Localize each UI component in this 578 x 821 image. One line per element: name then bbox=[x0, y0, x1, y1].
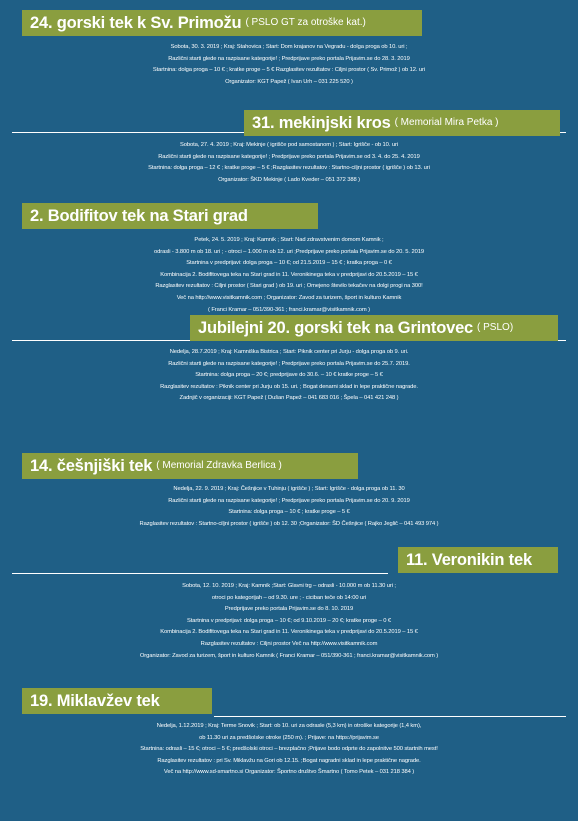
event-5-title: 14. češnjiški tek bbox=[30, 456, 153, 475]
event-1-line: Sobota, 30. 3. 2019 ; Kraj: Stahovica ; Start: Dom krajanov na Vegradu - dolga proga ob 10. uri ; bbox=[170, 44, 408, 50]
event-5-subtitle: ( Memorial Zdravka Berlica ) bbox=[156, 460, 282, 471]
event-4-title: Jubilejni 20. gorski tek na Grintovec bbox=[198, 318, 474, 337]
event-2-line: Sobota, 27. 4. 2019 ; Kraj: Mekinje ( igrišče pod samostanom ) ; Start: Igrišče - ob 10. uri bbox=[180, 142, 398, 148]
event-3-line: Več na http://www.visitkamnik.com ; Organizator: Zavod za turizem, šport in kulturo Kamnik bbox=[176, 294, 402, 301]
event-1-subtitle: ( PSLO GT za otroške kat.) bbox=[245, 17, 366, 28]
event-3-line: Razglasitev rezultatov : Ciljni prostor ( Stari grad ) ob 19. uri ; Omejeno število tekačev na dolgi progi na 300! bbox=[155, 283, 423, 290]
event-1-line: Startnina: dolga proga – 10 € ; kratke proge – 5 € Razglasitev rezultatov : Ciljni prostor ( Sv. Primož ) ob 12. uri bbox=[152, 67, 426, 74]
event-6-line: Sobota, 12. 10. 2019 ; Kraj: Kamnik ;Start: Glavni trg – odrasli - 10.000 m ob 11.30 uri ; bbox=[182, 583, 396, 589]
event-5-banner bbox=[22, 453, 358, 479]
event-7-line: Več na http://www.sd-smartno.si Organizator: Športno društvo Šmartno ( Tomo Petek – 031 218 384 ) bbox=[163, 769, 415, 776]
event-1-title: 24. gorski tek k Sv. Primožu bbox=[30, 13, 242, 32]
event-4-line: Nedelja, 28.7.2019 ; Kraj: Kamniška Bistrica ; Start: Piknik center pri Jurju - dolga proga ob 9. uri. bbox=[169, 349, 409, 355]
event-4-details bbox=[0, 347, 578, 405]
event-2-banner bbox=[244, 110, 560, 136]
event-2-line: Startnina: dolga proga – 12 € ; kratke proge – 5 € ;Razglasitev rezultatov : Startno-ciljni prostor ( igrišče ) ob 13. uri bbox=[148, 165, 430, 172]
event-3-banner bbox=[22, 203, 318, 229]
event-1-line: Različni starti glede na razpisane kategorije! ; Predprijave preko portala Prijavim.se do 28. 3. 2019 bbox=[168, 55, 410, 62]
event-7-line: Nedelja, 1.12.2019 ; Kraj: Terme Snovik ; Start: ob 10. uri za odrasle (5,3 km) in otroške kategorije (1,4 km), bbox=[156, 723, 422, 729]
event-3-line: Kombinacija 2. Bodifitovega teka na Stari grad in 11. Veronikinega teka v predprijavi do 20.5.2019 – 15 € bbox=[160, 271, 418, 278]
event-2-details bbox=[0, 140, 578, 186]
event-5-line: Nedelja, 22. 9. 2019 ; Kraj: Češnjice v Tuhinju ( igrišče ) ; Start: Igrišče - dolga proga ob 11. 30 bbox=[173, 486, 405, 492]
event-1-details bbox=[0, 42, 578, 88]
event-7-line: Razglasitev rezultatov : pri Sv. Miklavžu na Gori ob 12.15. ;Bogat nagradni sklad in lepe praktične nagrade. bbox=[157, 757, 421, 764]
event-3-line: Petek, 24. 5. 2019 ; Kraj: Kamnik ; Start: Nad zdravstvenim domom Kamnik ; bbox=[194, 237, 384, 243]
event-4-line: Zadnjič v organizaciji: KGT Papež ( Dušan Papež – 041 683 016 ; Špela – 041 421 248 ) bbox=[179, 395, 399, 402]
event-3-details bbox=[0, 235, 578, 316]
event-4-subtitle: ( PSLO) bbox=[477, 322, 514, 333]
event-6-line: Organizator: Zavod za turizem, šport in kulturo Kamnik ( Franci Kramar – 051/390-361 ; franci.kramar@visitkamnik.com ) bbox=[139, 652, 439, 659]
event-5-line: Razglasitev rezultatov : Startno-ciljni prostor ( igrišče ) ob 12. 30 ;Organizator: ŠD Češnjice ( Rajko Jeglič – 041 493 974 ) bbox=[139, 520, 439, 527]
event-1-banner bbox=[22, 10, 422, 36]
divider bbox=[12, 573, 388, 574]
event-3-line: Startnina v predprijavi: dolga proga – 10 €; od 21.5.2019 – 15 € ; kratka proga – 0 € bbox=[186, 260, 392, 267]
event-6-line: Razglasitev rezultatov : Ciljni prostor Več na http://www.visitkamnik.com bbox=[200, 640, 378, 647]
event-6-line: Startnina v predprijavi: dolga proga – 10 €; od 9.10.2019 – 20 €; kratke proge – 0 € bbox=[187, 617, 391, 624]
event-4-line: Razglasitev rezultatov : Piknik center pri Jurju ob 15. uri. ; Bogat denarni sklad in lepe praktične nagrade. bbox=[160, 383, 418, 390]
event-7-banner bbox=[22, 688, 212, 714]
event-6-line: otroci po kategorijah – od 9.30. ure ; - ciciban teče ob 14:00 uri bbox=[211, 594, 367, 601]
event-5-line: Startnina: dolga proga – 10 € ; kratke proge – 5 € bbox=[228, 509, 350, 516]
event-6-details bbox=[0, 581, 578, 662]
event-1-line: Organizator: KGT Papež ( Ivan Urh – 031 225 520 ) bbox=[225, 78, 353, 85]
event-7-line: Startnina: odrasli – 15 €; otroci – 5 €; predšolski otroci – brezplačno ;Prijave bodo odprte do zapolnitve 500 startnih mest! bbox=[140, 746, 438, 753]
divider bbox=[214, 716, 566, 717]
event-3-line: odrasli - 3.800 m ob 18. uri ; - otroci – 1.000 m ob 12. uri ;Predprijave preko portala Prijavim.se do 20. 5. 2019 bbox=[154, 248, 424, 255]
event-5-details bbox=[0, 484, 578, 530]
event-6-banner bbox=[398, 547, 558, 573]
event-7-line: ob 11.30 uri za predšolske otroke (250 m). ; Prijave: na https://prijavim.se bbox=[199, 734, 379, 741]
event-6-title: 11. Veronikin tek bbox=[406, 550, 532, 569]
event-2-line: Različni starti glede na razpisane kategorije! ; Predprijave preko portala Prijavim.se od 3. 4. do 25. 4. 2019 bbox=[158, 153, 420, 160]
event-3-title: 2. Bodifitov tek na Stari grad bbox=[30, 206, 248, 225]
event-2-title: 31. mekinjski kros bbox=[252, 113, 391, 132]
event-4-banner bbox=[190, 315, 558, 341]
event-2-subtitle: ( Memorial Mira Petka ) bbox=[394, 117, 499, 128]
event-6-line: Predprijave preko portala Prijavim.se do 8. 10. 2019 bbox=[224, 606, 354, 613]
event-2-line: Organizator: ŠKD Mekinje ( Lado Kveder – 051 372 388 ) bbox=[218, 176, 360, 183]
event-3-line: ( Franci Kramar – 051/390-361 ; franci.kramar@visitkamnik.com ) bbox=[208, 306, 370, 313]
event-7-title: 19. Miklavžev tek bbox=[30, 691, 160, 710]
event-5-line: Različni starti glede na razpisane kategorije! ; Predprijave preko portala Prijavim.se do 20. 9. 2019 bbox=[168, 497, 410, 504]
event-7-details bbox=[0, 721, 578, 779]
event-4-line: Različni starti glede na razpisane kategorije! ; Predprijave preko portala Prijavim.se do 25.7. 2019. bbox=[168, 360, 410, 367]
event-4-line: Startnina: dolga proga – 20 €; predprijave do 30.6. – 10 € kratke proge – 5 € bbox=[195, 372, 383, 379]
event-6-line: Kombinacija 2. Bodifitovega teka na Stari grad in 11. Veronikinega teka v predprijavi do 20.5.2019 – 15 € bbox=[160, 629, 418, 636]
